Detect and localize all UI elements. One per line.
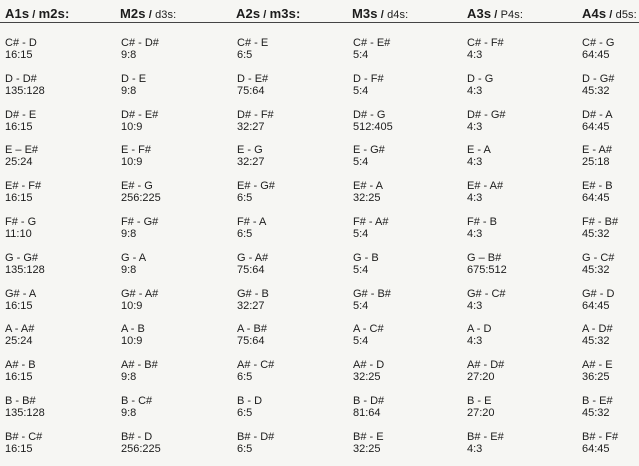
interval-cell — [467, 180, 503, 204]
header-alt: m2s: — [38, 6, 70, 21]
interval-ratio: 36:25 — [582, 371, 610, 383]
interval-pair: B - D# — [353, 395, 385, 407]
interval-cell — [582, 216, 618, 240]
interval-cell — [237, 323, 267, 347]
interval-cell — [5, 323, 34, 347]
interval-ratio: 10:9 — [121, 300, 143, 312]
interval-pair: D - E# — [237, 73, 269, 85]
interval-cell — [121, 73, 146, 97]
interval-ratio: 32:25 — [353, 192, 381, 204]
interval-ratio: 25:24 — [5, 335, 33, 347]
interval-pair: G - G# — [5, 252, 39, 264]
interval-ratio: 64:45 — [582, 300, 610, 312]
interval-ratio: 45:32 — [582, 228, 610, 240]
interval-cell — [237, 144, 265, 168]
interval-pair: B# - F# — [582, 431, 619, 443]
interval-ratio: 256:225 — [121, 192, 161, 204]
header-alt: P4s: — [500, 9, 524, 21]
interval-ratio: 5:4 — [353, 85, 369, 97]
interval-cell — [353, 144, 385, 168]
interval-ratio: 75:64 — [237, 264, 265, 276]
interval-ratio: 4:3 — [467, 85, 483, 97]
interval-cell — [121, 288, 158, 312]
interval-ratio: 16:15 — [5, 121, 33, 133]
interval-pair: D - G# — [582, 73, 615, 85]
interval-ratio: 16:15 — [5, 192, 33, 204]
interval-pair: G# - A# — [121, 288, 159, 300]
interval-ratio: 4:3 — [467, 192, 483, 204]
interval-pair: G# - A — [5, 288, 37, 300]
interval-ratio: 10:9 — [121, 156, 143, 168]
interval-ratio: 4:3 — [467, 335, 483, 347]
interval-cell — [353, 431, 384, 455]
interval-ratio: 64:45 — [582, 443, 610, 455]
interval-ratio: 64:45 — [582, 121, 610, 133]
interval-pair: G# - D — [582, 288, 615, 300]
interval-pair: A - B — [121, 323, 145, 335]
interval-cell — [353, 216, 388, 240]
interval-ratio: 6:5 — [237, 49, 253, 61]
interval-pair: A# - C# — [237, 359, 275, 371]
interval-cell — [467, 216, 497, 240]
interval-cell — [467, 144, 491, 168]
interval-pair: E# - F# — [5, 180, 42, 192]
interval-pair: F# - G — [5, 216, 37, 228]
interval-pair: G - C# — [582, 252, 615, 264]
interval-ratio: 4:3 — [467, 300, 483, 312]
interval-pair: A - D — [467, 323, 492, 335]
interval-pair: B# - D — [121, 431, 153, 443]
interval-pair: C# - D# — [121, 37, 159, 49]
interval-ratio: 675:512 — [467, 264, 507, 276]
interval-cell — [121, 431, 161, 455]
interval-pair: B - C# — [121, 395, 153, 407]
interval-pair: E - F# — [121, 144, 151, 156]
interval-ratio: 45:32 — [582, 407, 610, 419]
interval-ratio: 16:15 — [5, 300, 33, 312]
interval-pair: E - A — [467, 144, 491, 156]
interval-pair: D# - F# — [237, 109, 274, 121]
interval-ratio: 10:9 — [121, 335, 143, 347]
interval-pair: A - A# — [5, 323, 35, 335]
interval-ratio: 4:3 — [467, 443, 483, 455]
interval-cell — [467, 37, 504, 61]
interval-pair: E - G# — [353, 144, 385, 156]
interval-ratio: 512:405 — [353, 121, 393, 133]
interval-pair: A# - D — [353, 359, 385, 371]
interval-cell — [121, 216, 158, 240]
interval-pair: E# - A# — [467, 180, 504, 192]
interval-ratio: 135:128 — [5, 407, 45, 419]
header-main: A2s — [236, 6, 261, 21]
interval-cell — [237, 73, 268, 97]
interval-ratio: 32:25 — [353, 371, 381, 383]
interval-ratio: 32:27 — [237, 156, 265, 168]
interval-cell — [467, 359, 504, 383]
interval-pair: A# - D# — [467, 359, 505, 371]
interval-cell — [467, 73, 493, 97]
interval-cell — [5, 109, 36, 133]
interval-cell — [467, 252, 507, 276]
interval-cell — [582, 359, 613, 383]
interval-cell — [582, 252, 614, 276]
interval-cell — [582, 288, 614, 312]
interval-ratio: 64:45 — [582, 192, 610, 204]
interval-ratio: 5:4 — [353, 300, 369, 312]
interval-ratio: 9:8 — [121, 407, 137, 419]
interval-cell — [353, 359, 384, 383]
interval-cell — [353, 395, 384, 419]
interval-ratio: 81:64 — [353, 407, 381, 419]
interval-cell — [121, 37, 159, 61]
interval-pair: E# - G# — [237, 180, 275, 192]
interval-ratio: 32:27 — [237, 121, 265, 133]
interval-cell — [467, 431, 504, 455]
interval-ratio: 6:5 — [237, 192, 253, 204]
interval-ratio: 5:4 — [353, 228, 369, 240]
header-divider — [0, 22, 639, 23]
interval-ratio: 32:27 — [237, 300, 265, 312]
interval-cell — [582, 144, 612, 168]
interval-pair: A# - B — [5, 359, 36, 371]
interval-pair: G – B# — [467, 252, 502, 264]
interval-cell — [121, 144, 151, 168]
interval-ratio: 6:5 — [237, 371, 253, 383]
column-header-a3s-p4s — [467, 6, 523, 21]
interval-cell — [582, 180, 613, 204]
interval-ratio: 9:8 — [121, 264, 137, 276]
interval-pair: A - B# — [237, 323, 267, 335]
interval-pair: D - G — [467, 73, 494, 85]
interval-ratio: 25:24 — [5, 156, 33, 168]
interval-pair: F# - A — [237, 216, 267, 228]
interval-pair: D - F# — [353, 73, 384, 85]
interval-ratio: 27:20 — [467, 371, 495, 383]
header-alt: d3s: — [155, 9, 177, 21]
interval-cell — [467, 323, 491, 347]
column-header-m2s-d3s — [120, 6, 176, 21]
interval-ratio: 5:4 — [353, 264, 369, 276]
interval-cell — [353, 323, 384, 347]
interval-pair: B# - E# — [467, 431, 504, 443]
interval-pair: D - D# — [5, 73, 37, 85]
interval-ratio: 16:15 — [5, 443, 33, 455]
header-sep: / — [260, 9, 270, 21]
interval-cell — [5, 216, 36, 240]
interval-cell — [237, 359, 274, 383]
interval-ratio: 16:15 — [5, 49, 33, 61]
interval-pair: E - G — [237, 144, 263, 156]
header-sep: / — [145, 9, 156, 21]
interval-pair: A - D# — [582, 323, 613, 335]
interval-ratio: 9:8 — [121, 371, 137, 383]
interval-cell — [582, 323, 613, 347]
interval-pair: F# - B — [467, 216, 497, 228]
header-sep: / — [29, 9, 39, 21]
interval-ratio: 4:3 — [467, 121, 483, 133]
interval-cell — [5, 73, 45, 97]
interval-pair: B - B# — [5, 395, 36, 407]
interval-ratio: 9:8 — [121, 85, 137, 97]
interval-cell — [121, 323, 145, 347]
interval-cell — [582, 37, 614, 61]
interval-pair: C# - G — [582, 37, 615, 49]
interval-cell — [5, 37, 37, 61]
interval-cell — [237, 216, 266, 240]
interval-cell — [237, 252, 268, 276]
interval-ratio: 45:32 — [582, 335, 610, 347]
interval-pair: B - E# — [582, 395, 613, 407]
interval-ratio: 4:3 — [467, 49, 483, 61]
interval-pair: E – E# — [5, 144, 39, 156]
interval-pair: A - C# — [353, 323, 384, 335]
interval-pair: C# - D — [5, 37, 37, 49]
interval-pair: E - A# — [582, 144, 612, 156]
interval-ratio: 11:10 — [5, 228, 32, 240]
interval-pair: F# - B# — [582, 216, 619, 228]
interval-cell — [5, 395, 45, 419]
interval-ratio: 64:45 — [582, 49, 610, 61]
header-sep: / — [491, 9, 501, 21]
column-header-a2s-m3s — [236, 6, 300, 21]
interval-cell — [237, 395, 262, 419]
interval-cell — [5, 252, 45, 276]
interval-pair: B# - D# — [237, 431, 275, 443]
interval-pair: B# - E — [353, 431, 384, 443]
interval-cell — [121, 252, 146, 276]
interval-ratio: 75:64 — [237, 335, 265, 347]
interval-cell — [353, 37, 390, 61]
interval-ratio: 4:3 — [467, 228, 483, 240]
interval-pair: G - A — [121, 252, 147, 264]
interval-ratio: 10:9 — [121, 121, 143, 133]
interval-ratio: 5:4 — [353, 49, 369, 61]
interval-ratio: 135:128 — [5, 264, 45, 276]
interval-pair: G - A# — [237, 252, 269, 264]
interval-pair: E# - B — [582, 180, 613, 192]
interval-cell — [467, 109, 506, 133]
interval-pair: E# - G — [121, 180, 153, 192]
interval-cell — [121, 180, 161, 204]
interval-ratio: 9:8 — [121, 228, 137, 240]
interval-cell — [582, 395, 613, 419]
header-main: A4s — [582, 6, 607, 21]
interval-pair: G - B — [353, 252, 379, 264]
interval-ratio: 5:4 — [353, 335, 369, 347]
interval-cell — [353, 73, 384, 97]
interval-ratio: 6:5 — [237, 407, 253, 419]
interval-pair: C# - E# — [353, 37, 391, 49]
interval-pair: C# - E — [237, 37, 269, 49]
interval-cell — [467, 395, 495, 419]
interval-ratio: 256:225 — [121, 443, 161, 455]
interval-cell — [582, 431, 618, 455]
interval-pair: D# - A — [582, 109, 613, 121]
interval-pair: E# - A — [353, 180, 383, 192]
interval-cell — [237, 109, 274, 133]
interval-cell — [353, 252, 379, 276]
interval-pair: D# - E — [5, 109, 37, 121]
interval-ratio: 45:32 — [582, 264, 610, 276]
interval-pair: G# - C# — [467, 288, 506, 300]
column-header-m3s-d4s — [352, 6, 408, 21]
interval-cell — [353, 180, 383, 204]
interval-ratio: 9:8 — [121, 49, 137, 61]
interval-ratio: 32:25 — [353, 443, 381, 455]
interval-pair: A# - E — [582, 359, 613, 371]
interval-ratio: 4:3 — [467, 156, 483, 168]
interval-cell — [353, 109, 393, 133]
header-main: A1s — [5, 6, 30, 21]
interval-cell — [5, 180, 41, 204]
interval-cell — [121, 359, 158, 383]
interval-cell — [5, 359, 36, 383]
interval-cell — [467, 288, 506, 312]
interval-cell — [121, 395, 152, 419]
interval-ratio: 5:4 — [353, 156, 369, 168]
interval-cell — [237, 180, 275, 204]
interval-cell — [5, 144, 38, 168]
interval-pair: C# - F# — [467, 37, 504, 49]
interval-cell — [237, 37, 268, 61]
header-main: M3s — [352, 6, 378, 21]
column-header-a4s-d5s — [582, 6, 637, 21]
header-sep: / — [606, 9, 616, 21]
interval-ratio: 75:64 — [237, 85, 265, 97]
interval-ratio: 135:128 — [5, 85, 45, 97]
interval-cell — [5, 431, 42, 455]
header-main: M2s — [120, 6, 146, 21]
interval-pair: D# - G — [353, 109, 386, 121]
interval-pair: D - E — [121, 73, 147, 85]
interval-pair: B# - C# — [5, 431, 43, 443]
interval-pair: G# - B — [237, 288, 269, 300]
interval-cell — [237, 288, 269, 312]
header-alt: d5s: — [615, 9, 637, 21]
header-sep: / — [377, 9, 388, 21]
interval-cell — [237, 431, 274, 455]
interval-ratio: 16:15 — [5, 371, 33, 383]
interval-pair: B - D — [237, 395, 263, 407]
column-header-a1s-m2s — [5, 6, 69, 21]
interval-pair: A# - B# — [121, 359, 158, 371]
interval-pair: G# - B# — [353, 288, 391, 300]
interval-pair: B - E — [467, 395, 492, 407]
interval-cell — [582, 109, 613, 133]
header-main: A3s — [467, 6, 492, 21]
interval-ratio: 45:32 — [582, 85, 610, 97]
interval-ratio: 25:18 — [582, 156, 610, 168]
header-alt: m3s: — [269, 6, 301, 21]
header-alt: d4s: — [387, 9, 409, 21]
interval-ratio: 27:20 — [467, 407, 495, 419]
interval-pair: D# - G# — [467, 109, 506, 121]
interval-pair: F# - G# — [121, 216, 159, 228]
interval-cell — [121, 109, 158, 133]
interval-cell — [353, 288, 391, 312]
interval-pair: F# - A# — [353, 216, 389, 228]
interval-cell — [5, 288, 36, 312]
interval-ratio: 6:5 — [237, 228, 253, 240]
interval-pair: D# - E# — [121, 109, 159, 121]
interval-ratio: 6:5 — [237, 443, 253, 455]
interval-cell — [582, 73, 614, 97]
